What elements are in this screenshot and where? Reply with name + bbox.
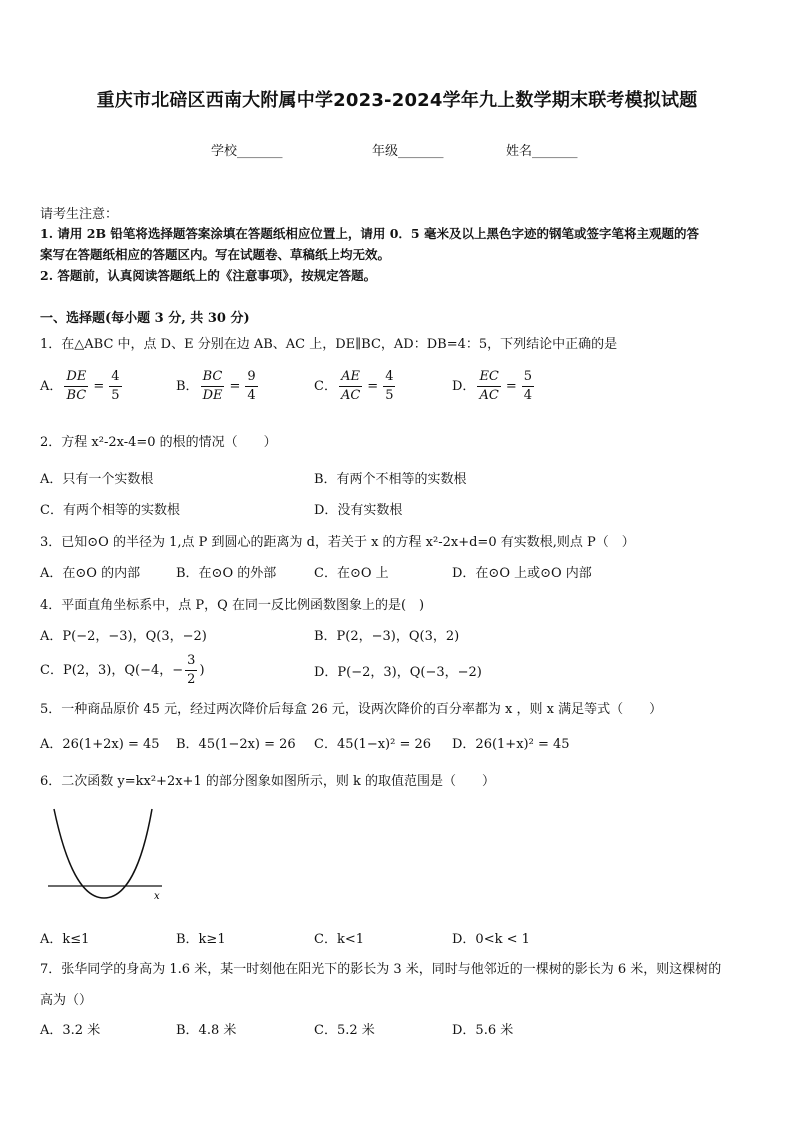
- fraction: $\frac{3}{2}$: [187, 653, 196, 687]
- question-5-option-c: C．45(1−x)² = 26: [314, 737, 432, 752]
- question-4-option-b: B．P(2，−3)，Q(3，2): [314, 629, 460, 644]
- question-3-option-b: B．在⊙O 的外部: [176, 566, 277, 581]
- page-title: 重庆市北碚区西南大附属中学2023-2024学年九上数学期末联考模拟试题: [96, 90, 698, 111]
- notice-item-2: 2. 答题前，认真阅读答题纸上的《注意事项》，按规定答题。: [40, 268, 377, 283]
- x-axis-label: x: [154, 891, 160, 902]
- parabola-figure: [44, 806, 168, 902]
- notice-heading: 请考生注意：: [40, 207, 119, 222]
- question-1-option-b: B． $\frac{BC}{DE}$ = $\frac{9}{4}$: [176, 369, 256, 403]
- option-label: C．: [314, 379, 337, 394]
- question-5-stem: 5．一种商品原价 45 元，经过两次降价后每盒 26 元，设两次降价的百分率都为 x ，则 x 满足等式（ ）: [40, 702, 663, 717]
- question-6-option-c: C．k<1: [314, 932, 364, 947]
- question-2-option-a: A．只有一个实数根: [40, 472, 154, 487]
- question-2-option-d: D．没有实数根: [314, 503, 403, 518]
- name-field: 姓名_______: [506, 144, 578, 159]
- question-7-option-a: A．3.2 米: [40, 1023, 101, 1038]
- question-4-option-d: D．P(−2，3)，Q(−3，−2): [314, 665, 482, 680]
- question-3-option-c: C．在⊙O 上: [314, 566, 389, 581]
- question-1-option-a: A． $\frac{DE}{BC}$ = $\frac{4}{5}$: [40, 369, 120, 403]
- school-field: 学校_______: [211, 144, 283, 159]
- fraction-left: $\frac{DE}{BC}$: [66, 369, 87, 403]
- question-7-option-b: B．4.8 米: [176, 1023, 237, 1038]
- question-1-option-c: C． $\frac{AE}{AC}$ = $\frac{4}{5}$: [314, 369, 394, 403]
- question-5-option-d: D．26(1+x)² = 45: [452, 737, 570, 752]
- question-4-option-a: A．P(−2，−3)，Q(3，−2): [40, 629, 207, 644]
- option-label: B．: [176, 379, 199, 394]
- question-6-stem: 6．二次函数 y=kx²+2x+1 的部分图象如图所示，则 k 的取值范围是（ ）: [40, 774, 495, 789]
- question-4-option-c: C．P(2，3)，Q(−4，− $\frac{3}{2}$ ): [40, 653, 205, 687]
- notice-item-1b: 案写在答题纸相应的答题区内。写在试题卷、草稿纸上均无效。: [40, 247, 391, 262]
- fraction-right: $\frac{5}{4}$: [523, 369, 533, 403]
- question-5-option-b: B．45(1−2x) = 26: [176, 737, 296, 752]
- fraction-right: $\frac{4}{5}$: [111, 369, 120, 403]
- grade-field: 年级_______: [372, 144, 444, 159]
- option-label: A．: [40, 379, 63, 394]
- fraction-left: $\frac{AE}{AC}$: [340, 369, 361, 403]
- question-7-stem-line-1: 7．张华同学的身高为 1.6 米，某一时刻他在阳光下的影长为 3 米，同时与他邻近的一棵树的影长为 6 米，则这棵树的: [40, 962, 722, 977]
- question-3-stem: 3．已知⊙O 的半径为 1,点 P 到圆心的距离为 d，若关于 x 的方程 x²-2x+d=0 有实数根,则点 P（ ）: [40, 535, 635, 550]
- question-7-option-d: D．5.6 米: [452, 1023, 514, 1038]
- question-1-option-d: D． $\frac{EC}{AC}$ = $\frac{5}{4}$: [452, 369, 533, 403]
- question-6-option-b: B．k≥1: [176, 932, 226, 947]
- question-2-option-b: B．有两个不相等的实数根: [314, 472, 467, 487]
- question-6-option-d: D．0<k < 1: [452, 932, 530, 947]
- question-3-option-d: D．在⊙O 上或⊙O 内部: [452, 566, 592, 581]
- fraction-right: $\frac{9}{4}$: [247, 369, 256, 403]
- option-label: D．: [452, 379, 476, 394]
- fraction-right: $\frac{4}{5}$: [385, 369, 394, 403]
- fraction-left: $\frac{EC}{AC}$: [479, 369, 499, 403]
- parabola-curve: [54, 809, 152, 898]
- question-1-stem: 1．在△ABC 中，点 D、E 分别在边 AB、AC 上，DE∥BC，AD：DB=4：5，下列结论中正确的是: [40, 337, 618, 352]
- question-3-option-a: A．在⊙O 的内部: [40, 566, 141, 581]
- question-6-option-a: A．k≤1: [40, 932, 90, 947]
- section-heading: 一、选择题(每小题 3 分, 共 30 分): [40, 311, 250, 326]
- fraction-left: $\frac{BC}{DE}$: [202, 369, 223, 403]
- question-5-option-a: A．26(1+2x) = 45: [40, 737, 160, 752]
- question-2-stem: 2．方程 x²-2x-4=0 的根的情况（ ）: [40, 435, 277, 450]
- question-4-stem: 4．平面直角坐标系中，点 P，Q 在同一反比例函数图象上的是( ): [40, 598, 425, 613]
- notice-item-1a: 1. 请用 2B 铅笔将选择题答案涂填在答题纸相应位置上，请用 0．5 毫米及以上黑色字迹的钢笔或签字笔将主观题的答: [40, 226, 699, 241]
- question-2-option-c: C．有两个相等的实数根: [40, 503, 180, 518]
- question-7-option-c: C．5.2 米: [314, 1023, 375, 1038]
- question-7-stem-line-2: 高为（）: [40, 993, 93, 1008]
